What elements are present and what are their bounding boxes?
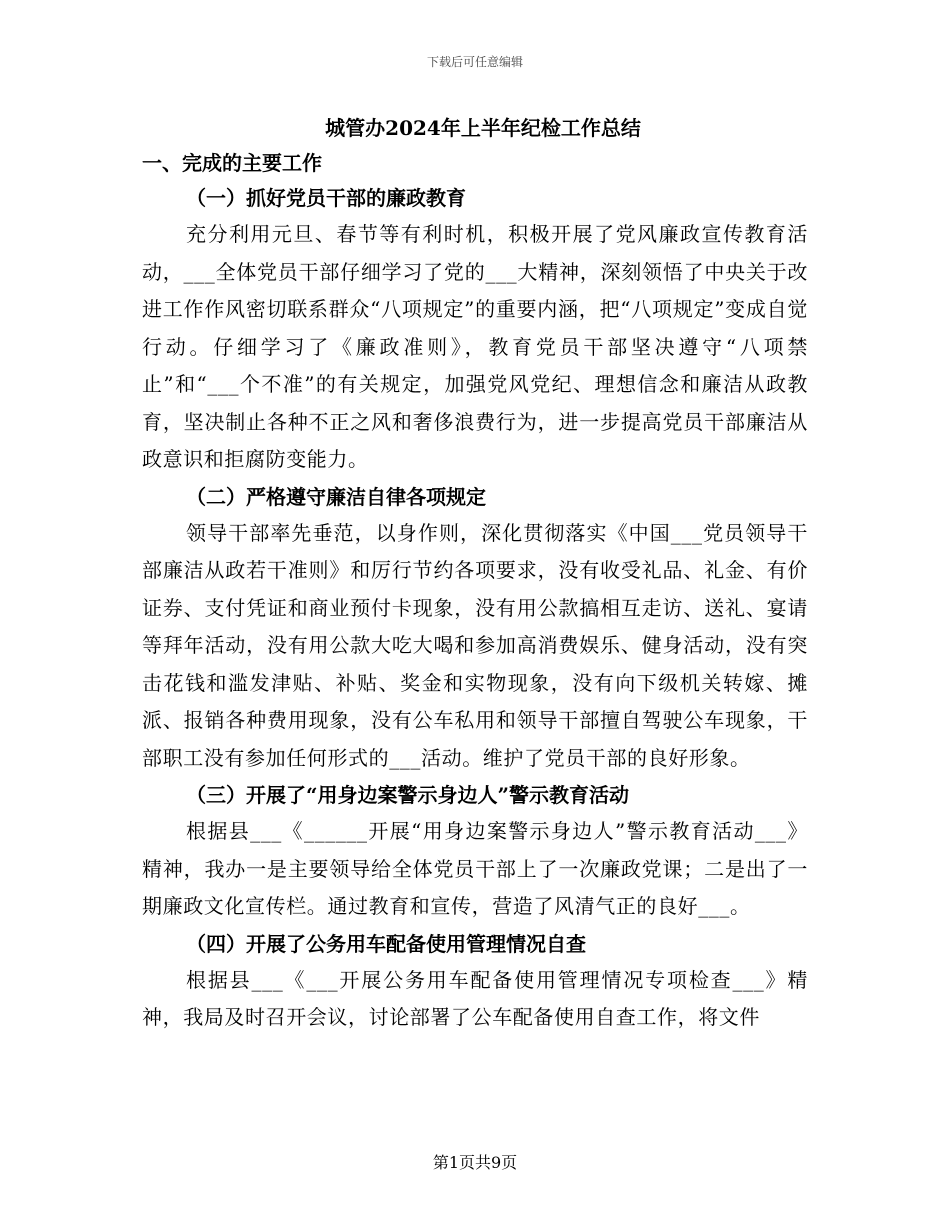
- paragraph-1: 充分利用元旦、春节等有利时机，积极开展了党风廉政宣传教育活动，___全体党员干部仔细学习了党的___大精神，深刻领悟了中央关于改进工作作风密切联系群众“八项规定”的重要内涵，把“八项规定”变成自觉行动。仔细学习了《廉政准则》，教育党员干部坚决遵守“八项禁止”和“___个不准”的有关规定，加强党风党纪、理想信念和廉洁从政教育，坚决制止各种不正之风和奢侈浪费行为，进一步提高党员干部廉洁从政意识和拒腐防变能力。: [142, 222, 808, 471]
- subsection-heading-4: （四）开展了公务用车配备使用管理情况自查: [186, 931, 586, 956]
- page-header-note: 下载后可任意编辑: [426, 55, 523, 69]
- paragraph-2: 领导干部率先垂范，以身作则，深化贯彻落实《中国___党员领导干部廉洁从政若干准则》和厉行节约各项要求，没有收受礼品、礼金、有价证券、支付凭证和商业预付卡现象，没有用公款搞相互走访、送礼、宴请等拜年活动，没有用公款大吃大喝和参加高消费娱乐、健身活动，没有突击花钱和滥发津贴、补贴、奖金和实物现象，没有向下级机关转嫁、摊派、报销各种费用现象，没有公车私用和领导干部擅自驾驶公车现象，干部职工没有参加任何形式的___活动。维护了党员干部的良好形象。: [142, 520, 808, 770]
- subsection-heading-3: （三）开展了“用身边案警示身边人”警示教育活动: [186, 783, 630, 807]
- paragraph-4: 根据县___《___开展公务用车配备使用管理情况专项检查___》精神，我局及时召开会议，讨论部署了公车配备使用自查工作，将文件: [142, 967, 808, 1029]
- page-number: 第1页共9页: [432, 1153, 518, 1172]
- document-body: [142, 110, 808, 1037]
- section-heading-1: 一、完成的主要工作: [142, 151, 322, 175]
- subsection-heading-2: （二）严格遵守廉洁自律各项规定: [186, 484, 486, 509]
- paragraph-3: 根据县___《______开展“用身边案警示身边人”警示教育活动___》精神，我办一是主要领导给全体党员干部上了一次廉政党课；二是出了一期廉政文化宣传栏。通过教育和宣传，营造了风清气正的良好___。: [142, 819, 808, 918]
- subsection-heading-1: （一）抓好党员干部的廉政教育: [186, 186, 466, 210]
- document-title: 城管办2024年上半年纪检工作总结: [325, 116, 641, 140]
